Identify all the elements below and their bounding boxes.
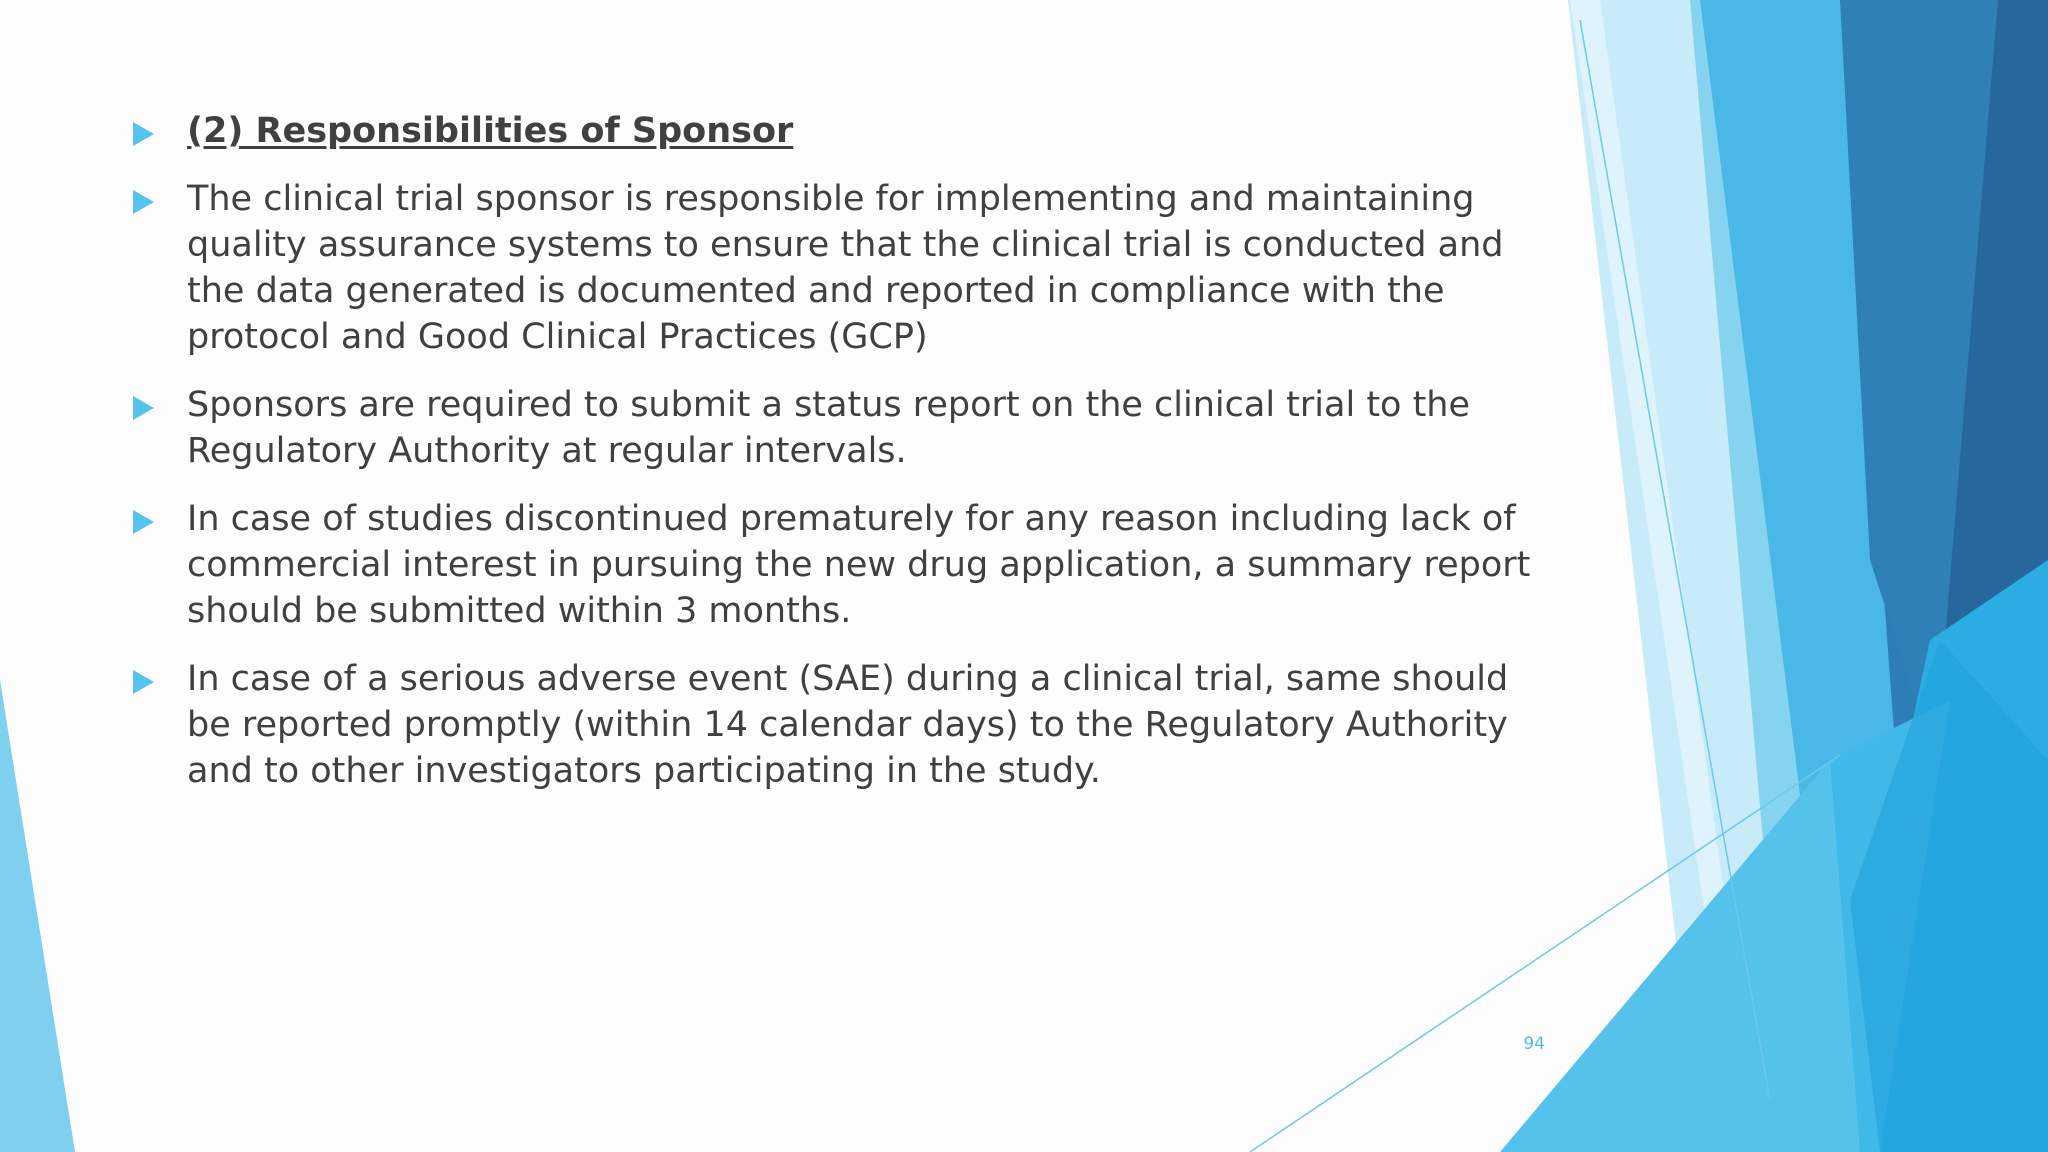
bullet-list [130, 108, 1550, 816]
triangle-right-icon [133, 670, 154, 694]
bullet-text: (2) Responsibilities of Sponsor [187, 111, 794, 151]
triangle-right-icon [133, 190, 154, 214]
bullet-item [130, 656, 1550, 794]
bullet-text: The clinical trial sponsor is responsible for implementing and maintaining quality assurance systems to ensure that the clinical trial is conducted and the data generated is documented and reported in compliance with the protocol and Good Clinical Practices (GCP) [187, 179, 1504, 357]
bullet-item [130, 382, 1550, 474]
bullet-item [130, 496, 1550, 634]
bullet-text: Sponsors are required to submit a status report on the clinical trial to the Regulatory Authority at regular intervals. [187, 385, 1471, 471]
bullet-text: In case of a serious adverse event (SAE) during a clinical trial, same should be reported promptly (within 14 calendar days) to the Regulatory Authority and to other investigators participating in the study. [187, 659, 1509, 791]
bullet-item [130, 176, 1550, 360]
triangle-right-icon [133, 396, 154, 420]
left-accent-shape [0, 680, 75, 1152]
bullet-item-heading [130, 108, 1550, 154]
triangle-right-icon [133, 510, 154, 534]
page-number: 94 [1523, 1034, 1545, 1054]
triangle-right-icon [133, 122, 154, 146]
bullet-text: In case of studies discontinued prematurely for any reason including lack of commercial interest in pursuing the new drug application, a summary report should be submitted within 3 months. [187, 499, 1531, 631]
